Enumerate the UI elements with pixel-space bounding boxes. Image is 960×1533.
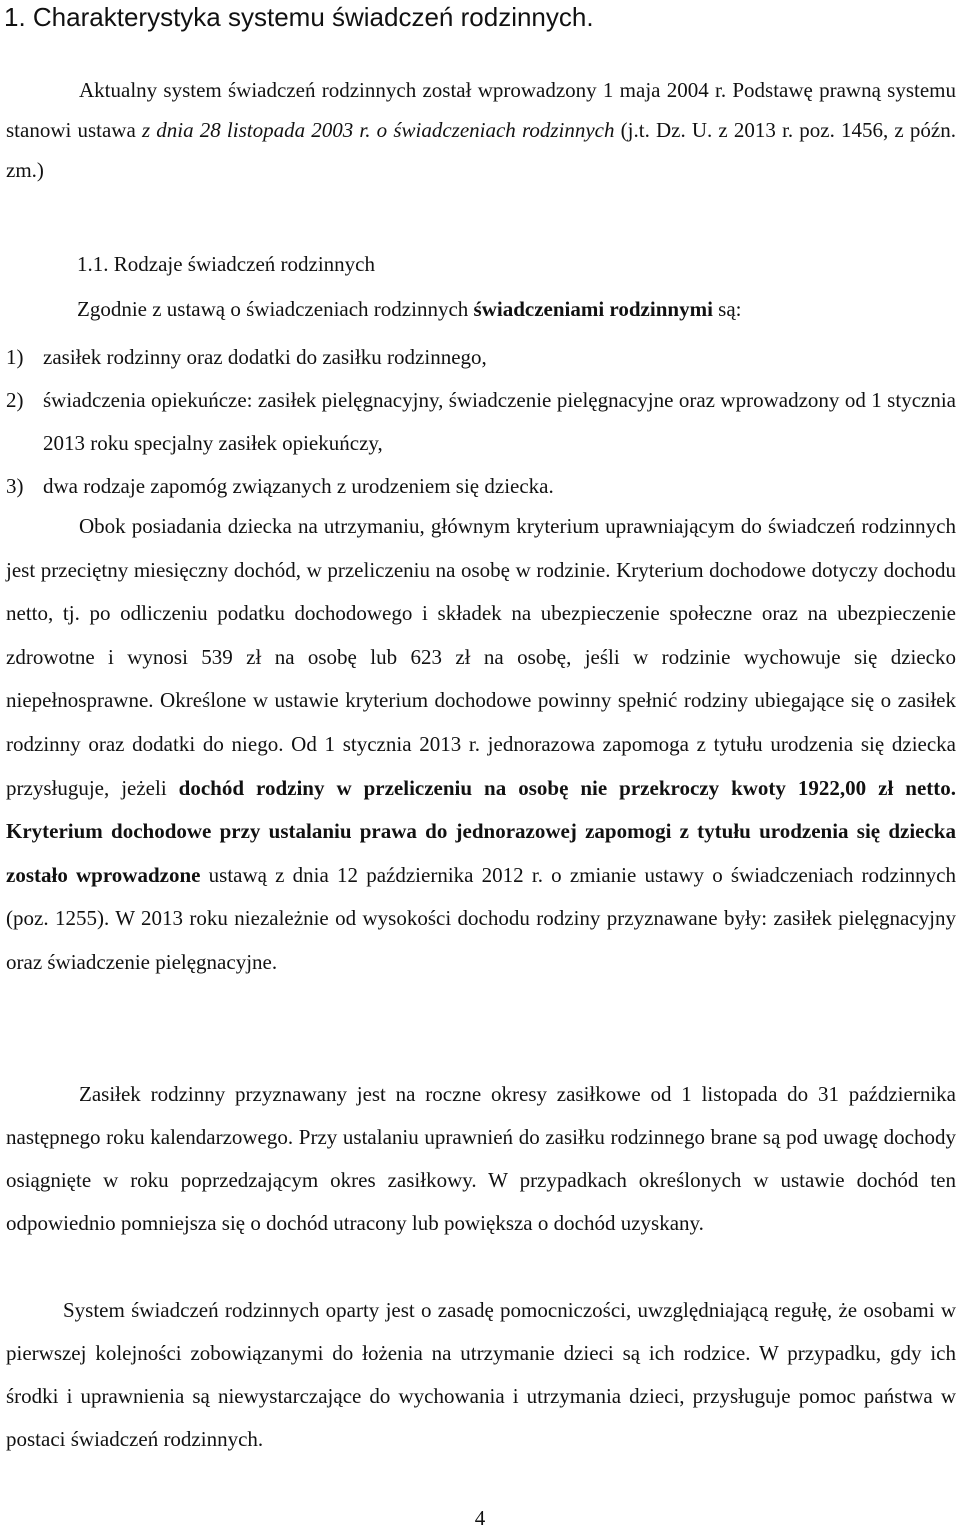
legal-basis-text: Aktualny system świadczeń rodzinnych został wprowadzony 1 maja 2004 r. Podstawę prawną systemu stanowi ustawa	[6, 78, 956, 142]
list-item-text: dwa rodzaje zapomóg związanych z urodzeniem się dziecka.	[43, 474, 554, 498]
paragraph-benefit-period	[6, 1073, 956, 1245]
list-item	[6, 336, 956, 379]
income-criterion-bold: dochód rodziny w przeliczeniu na osobę nie przekroczy kwoty 1922,00 zł netto. Kryterium dochodowe przy ustalaniu prawa do jednorazowej zapomogi z tytułu urodzenia się dziecka zostało wprowadzone	[6, 775, 957, 887]
section-heading: 1. Charakterystyka systemu świadczeń rodzinnych.	[4, 2, 594, 32]
list-item-number: 3)	[6, 474, 24, 498]
income-criterion-text: Obok posiadania dziecka na utrzymaniu, głównym kryterium uprawniającym do świadczeń rodzinnych jest przeciętny miesięczny dochód, w przeliczeniu na osobę w rodzinie. Kryterium dochodowe dotyczy dochodu netto, tj. po odliczeniu podatku dochodowego i składek na ubezpieczenie społeczne oraz na ubezpieczenie zdrowotne i wynosi 539 zł na osobę lub 623 zł na osobę, jeśli w rodzinie wychowuje się dziecko niepełnosprawne. Określone w ustawie kryterium dochodowe powinny spełnić rodziny ubiegające się o zasiłek rodzinny oraz dodatki do niego. Od 1 stycznia 2013 r. jednorazowa zapomoga z tytułu urodzenia się dziecka przysługuje, jeżeli	[6, 514, 956, 800]
paragraph-legal-basis	[6, 70, 956, 190]
list-item-text: świadczenia opiekuńcze: zasiłek pielęgnacyjny, świadczenie pielęgnacyjne oraz wprowadzony od 1 stycznia 2013 roku specjalny zasiłek opiekuńczy,	[43, 388, 956, 455]
paragraph-income-criterion	[6, 505, 956, 985]
intro-bold-term: świadczeniami rodzinnymi	[473, 297, 713, 321]
benefit-period-text: Zasiłek rodzinny przyznawany jest na roczne okresy zasiłkowe od 1 listopada do 31 października następnego roku kalendarzowego. Przy ustalaniu uprawnień do zasiłku rodzinnego brane są pod uwagę dochody osiągnięte w roku poprzedzającym okres zasiłkowy. W przypadkach określonych w ustawie dochód ten odpowiednio pomniejsza się o dochód utracony lub powiększa o dochód uzyskany.	[6, 1082, 956, 1235]
subsection-heading: 1.1. Rodzaje świadczeń rodzinnych	[77, 252, 375, 276]
list-item-text: zasiłek rodzinny oraz dodatki do zasiłku rodzinnego,	[43, 345, 487, 369]
act-citation: (j.t. Dz. U. z 2013 r. poz. 1456, z późn. zm.)	[6, 118, 956, 182]
subsidiarity-text: System świadczeń rodzinnych oparty jest o zasadę pomocniczości, uwzględniającą regułę, że osobami w pierwszej kolejności zobowiązanymi do łożenia na utrzymanie dzieci są ich rodzice. W przypadku, gdy ich środki i uprawnienia są niewystarczające do wychowania i utrzymania dzieci, przysługuje pomoc państwa w postaci świadczeń rodzinnych.	[6, 1298, 956, 1451]
paragraph-subsidiarity	[6, 1289, 956, 1461]
list-item-number: 1)	[6, 345, 24, 369]
benefits-intro	[77, 295, 741, 323]
income-criterion-tail: ustawą z dnia 12 października 2012 r. o zmianie ustawy o świadczeniach rodzinnych (poz. 1255). W 2013 roku niezależnie od wysokości dochodu rodziny przyznawane były: zasiłek pielęgnacyjny oraz świadczenie pielęgnacyjne.	[6, 862, 956, 974]
list-item-number: 2)	[6, 388, 24, 412]
page-number: 4	[474, 1506, 486, 1530]
benefits-list	[6, 336, 956, 508]
intro-text: Zgodnie z ustawą o świadczeniach rodzinnych	[77, 297, 474, 321]
list-item	[6, 465, 956, 508]
intro-suffix: są:	[712, 297, 742, 321]
act-title: z dnia 28 listopada 2003 r. o świadczeniach rodzinnych	[141, 118, 615, 142]
list-item	[6, 379, 956, 465]
